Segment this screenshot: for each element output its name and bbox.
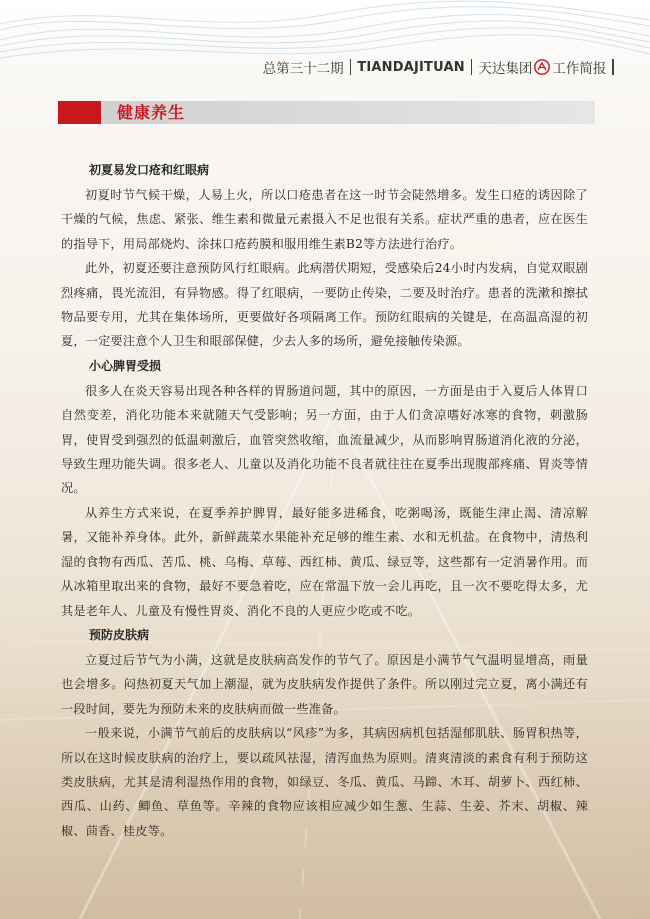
- article-part: [61, 623, 588, 843]
- header-separator: [471, 59, 473, 75]
- paragraph: 从养生方式来说，在夏季养护脾胃，最好能多进稀食，吃粥喝汤，既能生津止渴、清凉解暑，又能补养身体。此外，新鲜蔬菜水果能补充足够的维生素、水和无机盐。在食物中，清热利湿的食物有西瓜、苦瓜、桃、乌梅、草莓、西红柿、黄瓜、绿豆等，这些都有一定消暑作用。而从冰箱里取出来的食物，最好不要急着吃，应在常温下放一会儿再吃，且一次不要吃得太多，尤其是老年人、儿童及有慢性胃炎、消化不良的人更应少吃或不吃。: [61, 505, 588, 618]
- section-title: 健康养生: [117, 103, 186, 122]
- header-separator: [350, 59, 352, 75]
- issue-number: 总第三十二期: [262, 61, 344, 77]
- paragraph: 立夏过后节气为小满，这就是皮肤病高发作的节气了。原因是小满节气气温明显增高，雨量也会增多。闷热初夏天气加上潮湿，就为皮肤病发作提供了条件。所以刚过完立夏，离小满还有一段时间，要先为预防未来的皮肤病而做一些准备。: [61, 652, 588, 716]
- running-head: [263, 56, 620, 78]
- brand-chinese: 天达集团: [478, 61, 533, 77]
- page-header: [0, 56, 650, 78]
- tianda-logo-icon: [534, 59, 550, 75]
- article-part: [61, 158, 588, 354]
- subheading: 小心脾胃受损: [89, 358, 162, 373]
- paragraph: 很多人在炎天容易出现各种各样的胃肠道问题，其中的原因，一方面是由于入夏后人体胃口自然变差，消化功能本来就随天气受影响；另一方面，由于人们贪凉嗜好冰寒的食物，刺激肠胃，使胃受到强烈的低温刺激后，血管突然收缩，血流量减少，从而影响胃肠道消化液的分泌，导致生理功能失调。很多老人、儿童以及消化功能不良者就往往在夏季出现腹部疼痛、胃炎等情况。: [61, 383, 588, 496]
- brand-english: TIANDAJITUAN: [357, 59, 465, 75]
- paragraph: 此外，初夏还要注意预防风行红眼病。此病潜伏期短，受感染后24小时内发病，自觉双眼剧烈疼痛，畏光流泪，有异物感。得了红眼病，一要防止传染，二要及时治疗。患者的洗漱和擦拭物品要专用，尤其在集体场所，更要做好各项隔离工作。预防红眼病的关键是，在高温高湿的初夏，一定要注意个人卫生和眼部保健，少去人多的场所，避免接触传染源。: [61, 261, 588, 349]
- publication-name: 工作简报: [552, 61, 607, 77]
- section-accent-block: [58, 101, 101, 124]
- header-separator: [612, 59, 614, 75]
- article-body: [61, 158, 588, 843]
- paragraph: 一般来说，小满节气前后的皮肤病以“风疹”为多，其病因病机包括湿郁肌肤、肠胃积热等，所以在这时候皮肤病的治疗上，要以疏风祛湿，清泻血热为原则。清爽清淡的素食有利于预防这类皮肤病，尤其是清利湿热作用的食物，如绿豆、冬瓜、黄瓜、马蹄、木耳、胡萝卜、西红柿、西瓜、山药、鲫鱼、草鱼等。辛辣的食物应该相应减少如生葱、生蒜、生姜、芥末、胡椒、辣椒、茴香、桂皮等。: [61, 726, 588, 838]
- subheading: 预防皮肤病: [89, 627, 150, 642]
- paragraph: 初夏时节气候干燥，人易上火，所以口疮患者在这一时节会陡然增多。发生口疮的诱因除了干燥的气候，焦虑、紧张、维生素和微量元素摄入不足也很有关系。症状严重的患者，应在医生的指导下，用局部烧灼、涂抹口疮药膜和服用维生素B2等方法进行治疗。: [61, 188, 588, 251]
- section-banner: [58, 101, 595, 124]
- article-part: [61, 354, 588, 623]
- subheading: 初夏易发口疮和红眼病: [89, 163, 210, 177]
- header-wave-decoration: [0, 1, 650, 58]
